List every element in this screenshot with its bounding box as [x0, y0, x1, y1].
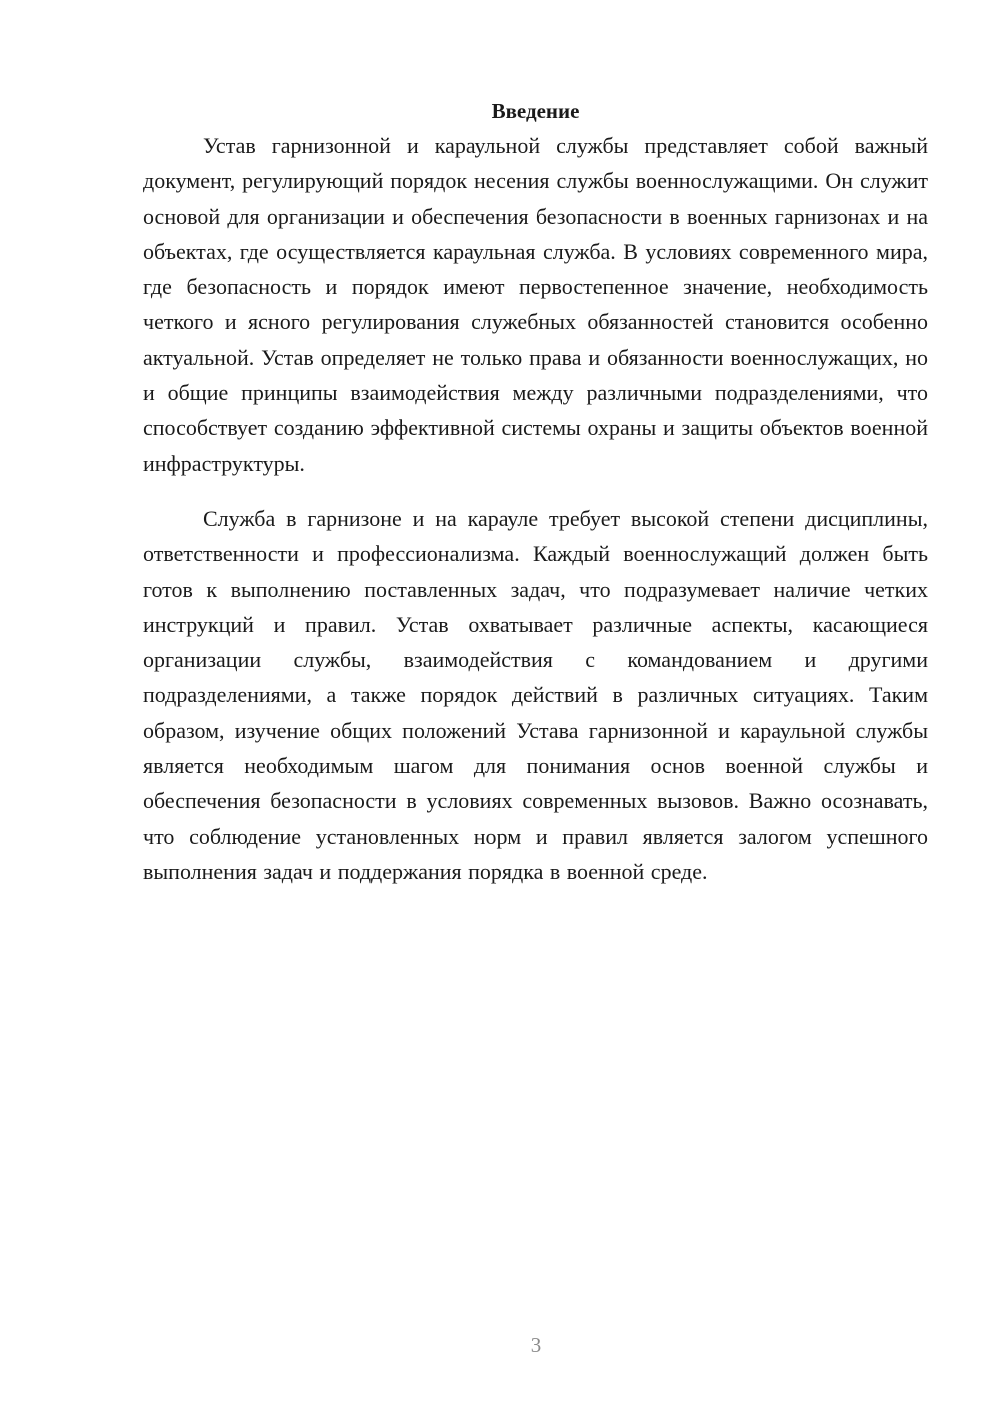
page-content: [143, 96, 928, 889]
paragraph-2: Служба в гарнизоне и на карауле требует высокой степени дисциплины, ответственности и профессионализма. Каждый военнослужащий должен быть готов к выполнению поставленных задач, что подразумевает наличие четких инструкций и правил. Устав охватывает различные аспекты, касающиеся организации службы, взаимодействия с командованием и другими подразделениями, а также порядок действий в различных ситуациях. Таким образом, изучение общих положений Устава гарнизонной и караульной службы является необходимым шагом для понимания основ военной службы и обеспечения безопасности в условиях современных вызовов. Важно осознавать, что соблюдение установленных норм и правил является залогом успешного выполнения задач и поддержания порядка в военной среде.: [143, 505, 928, 884]
paragraph-1: Устав гарнизонной и караульной службы представляет собой важный документ, регулирующий порядок несения службы военнослужащими. Он служит основой для организации и обеспечения безопасности в военных гарнизонах и на объектах, где осуществляется караульная служба. В условиях современного мира, где безопасность и порядок имеют первостепенное значение, необходимость четкого и ясного регулирования служебных обязанностей становится особенно актуальной. Устав определяет не только права и обязанности военнослужащих, но и общие принципы взаимодействия между различными подразделениями, что способствует созданию эффективной системы охраны и защиты объектов военной инфраструктуры.: [143, 133, 928, 476]
section-title: Введение: [491, 99, 580, 123]
page-number: 3: [530, 1333, 542, 1357]
